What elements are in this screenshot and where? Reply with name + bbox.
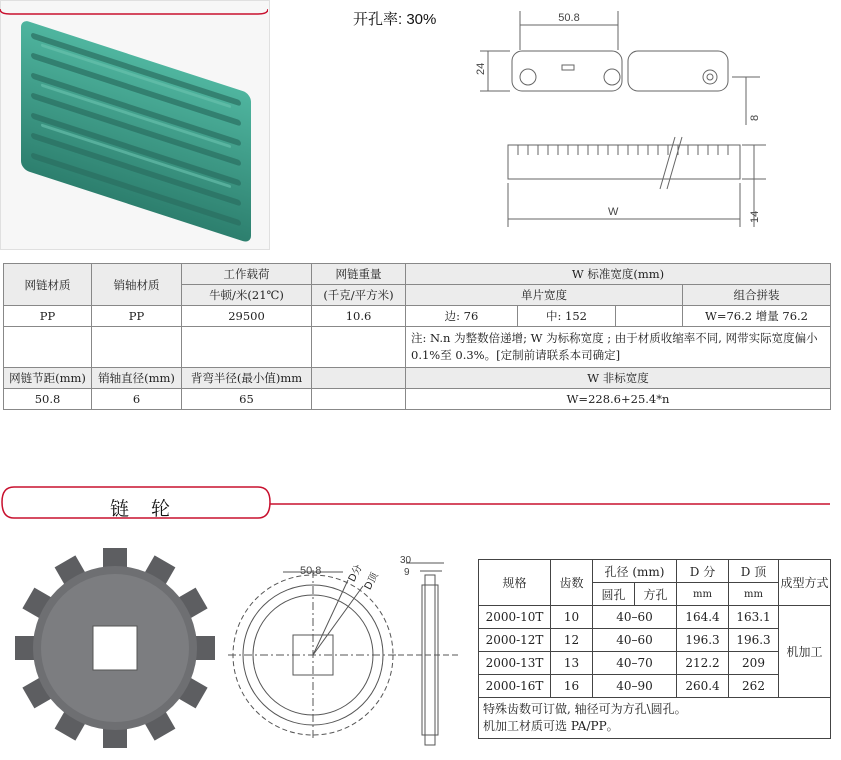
cell-d-pitch: 260.4 — [677, 675, 729, 698]
hdr-std-width: W 标准宽度(mm) — [406, 264, 831, 285]
hdr-pitch: 网链节距(mm) — [4, 368, 92, 389]
cell-bore: 40–90 — [593, 675, 677, 698]
cell-d-top: 163.1 — [729, 606, 779, 629]
sprocket-note: 特殊齿数可订做, 轴径可为方孔\圆孔。 机加工材质可选 PA/PP。 — [479, 698, 831, 739]
hdr-load: 工作载荷 — [182, 264, 312, 285]
cell-teeth: 12 — [551, 629, 593, 652]
hdr-chain-material: 网链材质 — [4, 264, 92, 306]
cell-weight: 10.6 — [312, 306, 406, 327]
modular-belt-illustration — [1, 1, 269, 249]
height-dim: 24 — [475, 62, 487, 75]
cell-bore: 40–60 — [593, 606, 677, 629]
belt-photo — [0, 0, 270, 250]
sprocket-side-drawing — [398, 555, 458, 750]
cell-teeth: 13 — [551, 652, 593, 675]
sprocket-pitch-dim: 50.8 — [300, 565, 322, 577]
cell-model: 2000-13T — [479, 652, 551, 675]
d-pitch-label: D分 — [346, 563, 365, 584]
cell-d-top: 196.3 — [729, 629, 779, 652]
dim-8: 8 — [749, 114, 761, 121]
cell-nonstd: W=228.6+25.4*n — [406, 389, 831, 410]
cell-combo: W=76.2 增量 76.2 — [683, 306, 831, 327]
cell-teeth: 16 — [551, 675, 593, 698]
cell-d-pitch: 212.2 — [677, 652, 729, 675]
hdr-teeth: 齿数 — [551, 560, 593, 606]
dim-14: 14 — [749, 210, 761, 223]
hdr-mm-1: mm — [677, 583, 729, 606]
cell-teeth: 10 — [551, 606, 593, 629]
table-row — [479, 652, 831, 675]
hdr-pin-material: 销轴材质 — [92, 264, 182, 306]
hdr-combo: 组合拼装 — [683, 285, 831, 306]
hdr-pin-dia: 销轴直径(mm) — [92, 368, 182, 389]
dim-30: 30 — [400, 555, 412, 566]
spec-note: 注: N.n 为整数倍递增; W 为标称宽度 ; 由于材质收缩率不同, 网带实际宽度偏小 0.1%至 0.3%。[定制前请联系本司确定] — [406, 327, 831, 368]
cell-d-pitch: 196.3 — [677, 629, 729, 652]
hdr-d-pitch: D 分 — [677, 560, 729, 583]
cell-d-pitch: 164.4 — [677, 606, 729, 629]
hdr-weight-unit: (千克/平方米) — [312, 285, 406, 306]
table-row — [479, 675, 831, 698]
hdr-radius: 背弯半径(最小值)mm — [182, 368, 312, 389]
cell-pitch: 50.8 — [4, 389, 92, 410]
cell-pin-dia: 6 — [92, 389, 182, 410]
hdr-forming: 成型方式 — [779, 560, 831, 606]
cell-radius: 65 — [182, 389, 312, 410]
dim-9: 9 — [404, 567, 410, 578]
hdr-bore: 孔径 (mm) — [593, 560, 677, 583]
cell-chain-material: PP — [4, 306, 92, 327]
hdr-square: 方孔 — [635, 583, 677, 606]
cell-bore: 40–70 — [593, 652, 677, 675]
hdr-round: 圆孔 — [593, 583, 635, 606]
top-tab-border — [0, 0, 268, 6]
cell-d-top: 262 — [729, 675, 779, 698]
width-label: W — [608, 206, 619, 218]
cell-model: 2000-16T — [479, 675, 551, 698]
d-top-label: D顶 — [362, 571, 381, 592]
table-row — [479, 606, 831, 629]
open-area-rate: 开孔率: 30% — [353, 11, 437, 28]
cell-model: 2000-10T — [479, 606, 551, 629]
cell-edge: 边: 76 — [406, 306, 518, 327]
table-row — [479, 629, 831, 652]
sprocket-table — [478, 559, 831, 739]
hdr-mm-2: mm — [729, 583, 779, 606]
hdr-single-width: 单片宽度 — [406, 285, 683, 306]
cell-middle: 中: 152 — [518, 306, 616, 327]
cell-load: 29500 — [182, 306, 312, 327]
cell-bore: 40–60 — [593, 629, 677, 652]
sprocket-illustration — [15, 548, 220, 753]
cell-pin-material: PP — [92, 306, 182, 327]
hdr-weight: 网链重量 — [312, 264, 406, 285]
pitch-dim: 50.8 — [558, 12, 580, 24]
hdr-nonstd: W 非标宽度 — [406, 368, 831, 389]
cell-model: 2000-12T — [479, 629, 551, 652]
hdr-load-unit: 牛顿/米(21℃) — [182, 285, 312, 306]
cell-forming: 机加工 — [779, 606, 831, 698]
cell-d-top: 209 — [729, 652, 779, 675]
section-title: 链 轮 — [110, 498, 179, 520]
belt-technical-drawing — [470, 5, 770, 235]
belt-spec-table — [3, 263, 831, 410]
hdr-d-top: D 顶 — [729, 560, 779, 583]
hdr-model: 规格 — [479, 560, 551, 606]
sprocket-front-drawing — [228, 560, 403, 750]
